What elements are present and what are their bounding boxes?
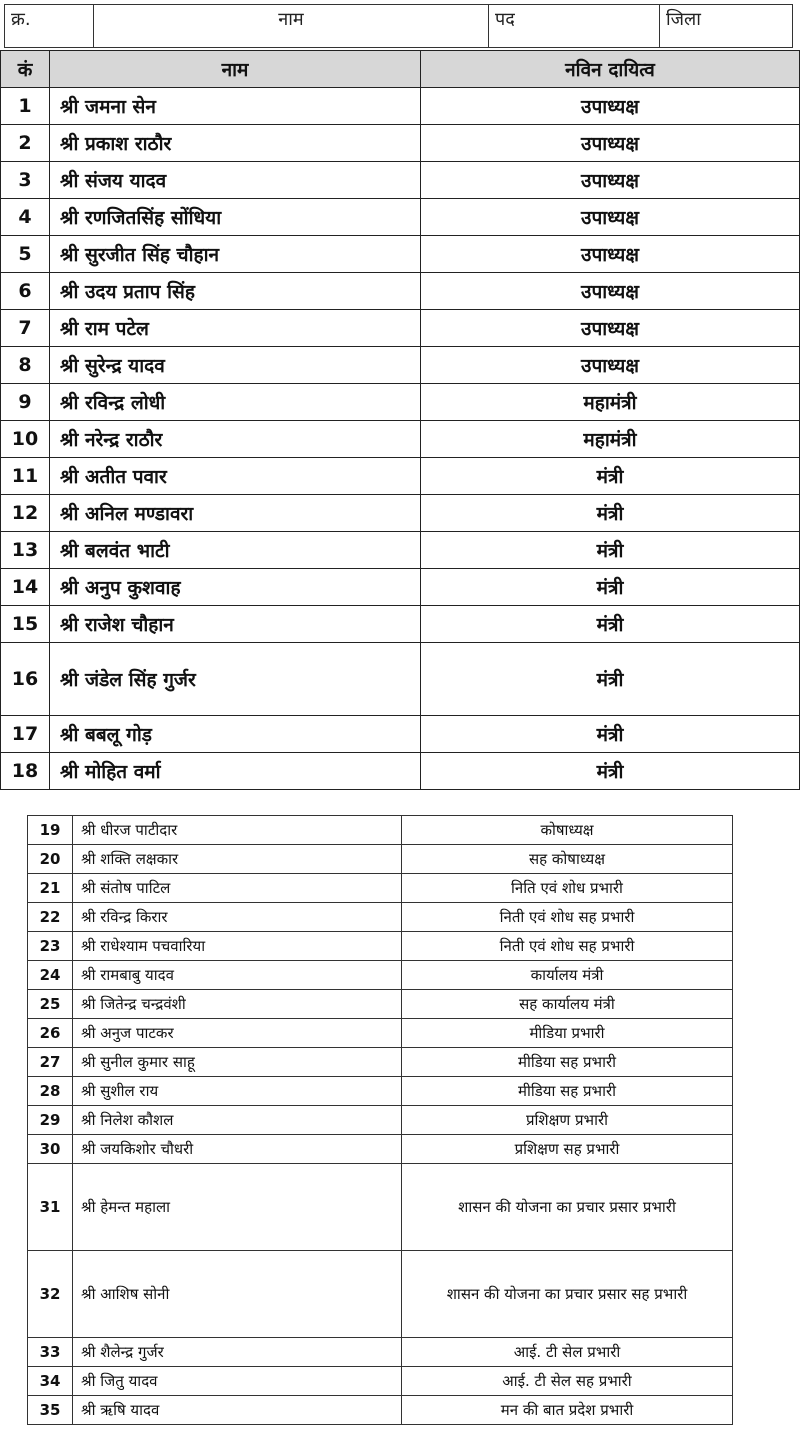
- row-name: श्री ऋषि यादव: [73, 1396, 402, 1425]
- row-name: श्री जितु यादव: [73, 1367, 402, 1396]
- row-number: 8: [1, 347, 50, 384]
- row-name: श्री अनिल मण्डावरा: [50, 495, 421, 532]
- row-role: निती एवं शोध सह प्रभारी: [402, 932, 733, 961]
- table-row: [1, 495, 800, 532]
- top-header-table: [4, 4, 793, 48]
- row-role: मंत्री: [421, 753, 800, 790]
- row-name: श्री सुशील राय: [73, 1077, 402, 1106]
- row-role: मन की बात प्रदेश प्रभारी: [402, 1396, 733, 1425]
- row-number: 13: [1, 532, 50, 569]
- table-row: [28, 1164, 733, 1251]
- row-name: श्री राधेश्याम पचवारिया: [73, 932, 402, 961]
- row-name: श्री शक्ति लक्षकार: [73, 845, 402, 874]
- row-number: 34: [28, 1367, 73, 1396]
- row-name: श्री बलवंत भाटी: [50, 532, 421, 569]
- row-role: मंत्री: [421, 643, 800, 716]
- table-row: [1, 458, 800, 495]
- row-number: 30: [28, 1135, 73, 1164]
- row-role: सह कार्यालय मंत्री: [402, 990, 733, 1019]
- row-role: आई. टी सेल सह प्रभारी: [402, 1367, 733, 1396]
- row-role: कार्यालय मंत्री: [402, 961, 733, 990]
- header-role: नविन दायित्व: [421, 51, 800, 88]
- row-number: 28: [28, 1077, 73, 1106]
- row-role: महामंत्री: [421, 384, 800, 421]
- table-row: [28, 1396, 733, 1425]
- row-role: उपाध्यक्ष: [421, 162, 800, 199]
- table-row: [1, 125, 800, 162]
- row-number: 16: [1, 643, 50, 716]
- top-header-row: [5, 5, 793, 48]
- table-row: [28, 932, 733, 961]
- row-role: निति एवं शोध प्रभारी: [402, 874, 733, 903]
- table-row: [28, 1367, 733, 1396]
- row-number: 29: [28, 1106, 73, 1135]
- row-number: 24: [28, 961, 73, 990]
- row-number: 33: [28, 1338, 73, 1367]
- row-role: मंत्री: [421, 716, 800, 753]
- row-number: 6: [1, 273, 50, 310]
- row-number: 19: [28, 816, 73, 845]
- lower-table: [27, 815, 733, 1425]
- row-name: श्री रामबाबु यादव: [73, 961, 402, 990]
- row-name: श्री जमना सेन: [50, 88, 421, 125]
- table-row: [28, 1077, 733, 1106]
- table-row: [28, 1019, 733, 1048]
- row-name: श्री जंडेल सिंह गुर्जर: [50, 643, 421, 716]
- table-row: [1, 310, 800, 347]
- main-table-body: [1, 88, 800, 790]
- table-row: [28, 1251, 733, 1338]
- row-role: मीडिया प्रभारी: [402, 1019, 733, 1048]
- row-number: 3: [1, 162, 50, 199]
- row-name: श्री प्रकाश राठौर: [50, 125, 421, 162]
- row-role: उपाध्यक्ष: [421, 273, 800, 310]
- row-name: श्री राम पटेल: [50, 310, 421, 347]
- row-name: श्री निलेश कौशल: [73, 1106, 402, 1135]
- row-number: 18: [1, 753, 50, 790]
- row-number: 9: [1, 384, 50, 421]
- main-table-header-row: [1, 51, 800, 88]
- table-row: [28, 816, 733, 845]
- table-row: [1, 643, 800, 716]
- row-name: श्री अनुप कुशवाह: [50, 569, 421, 606]
- row-name: श्री जयकिशोर चौधरी: [73, 1135, 402, 1164]
- table-row: [1, 347, 800, 384]
- row-number: 4: [1, 199, 50, 236]
- row-number: 2: [1, 125, 50, 162]
- table-row: [28, 845, 733, 874]
- row-name: श्री हेमन्त महाला: [73, 1164, 402, 1251]
- row-role: मंत्री: [421, 458, 800, 495]
- row-number: 1: [1, 88, 50, 125]
- table-row: [1, 753, 800, 790]
- row-name: श्री अनुज पाटकर: [73, 1019, 402, 1048]
- row-name: श्री सुनील कुमार साहू: [73, 1048, 402, 1077]
- row-number: 5: [1, 236, 50, 273]
- row-role: आई. टी सेल प्रभारी: [402, 1338, 733, 1367]
- row-number: 31: [28, 1164, 73, 1251]
- row-role: सह कोषाध्यक्ष: [402, 845, 733, 874]
- row-number: 14: [1, 569, 50, 606]
- top-header-name: नाम: [94, 5, 489, 48]
- row-number: 35: [28, 1396, 73, 1425]
- table-row: [28, 1135, 733, 1164]
- row-role: महामंत्री: [421, 421, 800, 458]
- row-number: 25: [28, 990, 73, 1019]
- row-name: श्री रविन्द्र किरार: [73, 903, 402, 932]
- row-number: 21: [28, 874, 73, 903]
- row-number: 26: [28, 1019, 73, 1048]
- table-row: [1, 273, 800, 310]
- row-role: उपाध्यक्ष: [421, 236, 800, 273]
- row-role: मंत्री: [421, 532, 800, 569]
- row-role: निती एवं शोध सह प्रभारी: [402, 903, 733, 932]
- table-row: [1, 88, 800, 125]
- row-role: मीडिया सह प्रभारी: [402, 1077, 733, 1106]
- top-header-district: जिला: [660, 5, 793, 48]
- table-row: [28, 903, 733, 932]
- table-row: [1, 716, 800, 753]
- row-name: श्री धीरज पाटीदार: [73, 816, 402, 845]
- top-header-strip: [0, 0, 800, 46]
- table-row: [28, 961, 733, 990]
- row-name: श्री सुरेन्द्र यादव: [50, 347, 421, 384]
- table-row: [28, 1338, 733, 1367]
- row-role: मीडिया सह प्रभारी: [402, 1048, 733, 1077]
- row-role: मंत्री: [421, 569, 800, 606]
- row-number: 15: [1, 606, 50, 643]
- row-role: प्रशिक्षण प्रभारी: [402, 1106, 733, 1135]
- table-row: [1, 384, 800, 421]
- row-role: मंत्री: [421, 495, 800, 532]
- row-role: शासन की योजना का प्रचार प्रसार सह प्रभारी: [402, 1251, 733, 1338]
- row-number: 11: [1, 458, 50, 495]
- row-name: श्री अतीत पवार: [50, 458, 421, 495]
- row-role: उपाध्यक्ष: [421, 347, 800, 384]
- lower-table-body: [28, 816, 733, 1425]
- top-header-pad: पद: [489, 5, 660, 48]
- row-number: 12: [1, 495, 50, 532]
- row-name: श्री मोहित वर्मा: [50, 753, 421, 790]
- row-name: श्री संतोष पाटिल: [73, 874, 402, 903]
- row-role: उपाध्यक्ष: [421, 88, 800, 125]
- row-name: श्री राजेश चौहान: [50, 606, 421, 643]
- row-role: प्रशिक्षण सह प्रभारी: [402, 1135, 733, 1164]
- table-row: [28, 990, 733, 1019]
- row-name: श्री शैलेन्द्र गुर्जर: [73, 1338, 402, 1367]
- row-role: शासन की योजना का प्रचार प्रसार प्रभारी: [402, 1164, 733, 1251]
- table-row: [28, 874, 733, 903]
- table-row: [1, 236, 800, 273]
- row-name: श्री सुरजीत सिंह चौहान: [50, 236, 421, 273]
- main-table: [0, 50, 800, 790]
- row-role: कोषाध्यक्ष: [402, 816, 733, 845]
- table-row: [28, 1106, 733, 1135]
- table-row: [1, 162, 800, 199]
- row-name: श्री नरेन्द्र राठौर: [50, 421, 421, 458]
- row-name: श्री बबलू गोड़: [50, 716, 421, 753]
- header-name: नाम: [50, 51, 421, 88]
- table-row: [28, 1048, 733, 1077]
- row-number: 17: [1, 716, 50, 753]
- row-role: उपाध्यक्ष: [421, 125, 800, 162]
- top-header-kr: क्र.: [5, 5, 94, 48]
- row-role: उपाध्यक्ष: [421, 310, 800, 347]
- table-row: [1, 199, 800, 236]
- table-row: [1, 421, 800, 458]
- row-name: श्री आशिष सोनी: [73, 1251, 402, 1338]
- row-number: 20: [28, 845, 73, 874]
- row-number: 10: [1, 421, 50, 458]
- row-name: श्री रणजितसिंह सोंधिया: [50, 199, 421, 236]
- table-row: [1, 606, 800, 643]
- row-number: 27: [28, 1048, 73, 1077]
- row-number: 23: [28, 932, 73, 961]
- row-name: श्री रविन्द्र लोधी: [50, 384, 421, 421]
- row-number: 7: [1, 310, 50, 347]
- row-role: मंत्री: [421, 606, 800, 643]
- row-name: श्री संजय यादव: [50, 162, 421, 199]
- row-number: 22: [28, 903, 73, 932]
- table-row: [1, 532, 800, 569]
- row-name: श्री जितेन्द्र चन्द्रवंशी: [73, 990, 402, 1019]
- row-number: 32: [28, 1251, 73, 1338]
- row-role: उपाध्यक्ष: [421, 199, 800, 236]
- row-name: श्री उदय प्रताप सिंह: [50, 273, 421, 310]
- table-row: [1, 569, 800, 606]
- header-number: कं: [1, 51, 50, 88]
